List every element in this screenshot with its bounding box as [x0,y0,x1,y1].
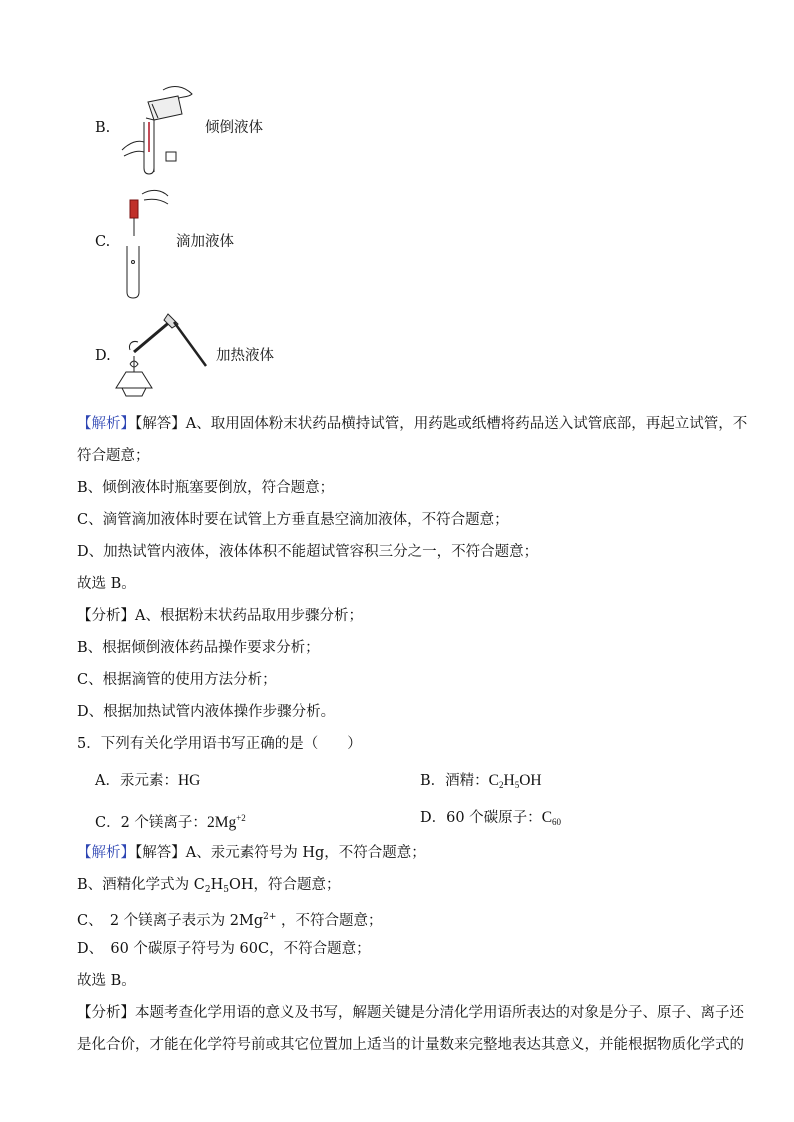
fenxi-tag-q5: 【分析】 [77,1005,135,1021]
q5-option-d-formula [542,809,561,826]
analysis-q5-line1 [77,843,426,863]
analysis-q4-line3: C、滴管滴加液体时要在试管上方垂直悬空滴加液体，不符合题意； [77,512,509,528]
option-d-caption: 加热液体 [216,348,274,364]
q5-option-c-formula [207,814,246,831]
q5-option-a-label: A．汞元素： [95,773,178,789]
fenxi-q5-text-a: 本题考查化学用语的意义及书写，解题关键是分清化学用语所表达的对象是分子、原子、离子还 [135,1005,744,1021]
analysis-q4-line1b: 符合题意； [77,448,150,464]
option-d-letter: D. [95,348,111,364]
q5-d-f: C [541,809,553,826]
a5-l3b: ，不符合题意； [276,913,383,929]
pouring-liquid-illustration [118,82,198,172]
q5-option-c [95,808,246,833]
q5-c-f: 2Mg [206,814,237,831]
jiexi-tag-q5: 【解析】 [77,845,135,861]
q5-d-sub: 60 [552,817,562,827]
fenxi-q4-line3: C、根据滴管的使用方法分析； [77,672,277,688]
q5-b-f1: C [488,772,499,789]
option-c-letter: C. [95,234,111,250]
q5-option-b-formula [489,772,542,789]
q5-b-f3: OH [519,772,542,789]
q5-option-c-label: C．2 个镁离子： [95,815,207,831]
option-b-letter: B. [95,120,111,136]
jieda-tag-q5: 【解答】 [135,845,186,861]
fenxi-tag: 【分析】 [77,608,135,624]
analysis-q5-line3 [77,907,383,931]
q5-c-sup: +2 [236,813,246,823]
a5-l2-s1: 2 [204,885,211,895]
analysis-q5-text-a: A、汞元素符号为 Hg，不符合题意； [185,845,426,861]
q5-option-d [420,808,561,832]
analysis-q5-line2 [77,875,341,900]
heating-liquid-illustration [112,306,212,402]
analysis-q4-line5: 故选 B。 [77,576,136,592]
q5-option-d-label: D．60 个碳原子： [420,810,542,826]
analysis-q4-line4: D、加热试管内液体，液体体积不能超试管容积三分之一，不符合题意； [77,544,539,560]
a5-l2a: B、酒精化学式为 C [77,877,205,893]
option-c-caption: 滴加液体 [176,234,234,250]
question5-stem: 5．下列有关化学用语书写正确的是（ ） [77,736,362,752]
q5-b-s1: 2 [499,780,504,790]
jiexi-tag: 【解析】 [77,416,135,432]
option-b-caption: 倾倒液体 [205,120,263,136]
a5-l2b: H [210,877,224,893]
a5-l3-sup: 2+ [263,912,277,922]
fenxi-q4-line2: B、根据倾倒液体药品操作要求分析； [77,640,320,656]
fenxi-q4-line1 [77,606,363,626]
q5-b-s2: 5 [514,780,520,790]
fenxi-q4-line4: D、根据加热试管内液体操作步骤分析。 [77,704,336,720]
q5-option-a-formula: HG [177,772,201,789]
a5-l2-s2: 5 [223,885,229,895]
jieda-tag: 【解答】 [135,416,186,432]
q5-option-a [95,771,200,791]
fenxi-q4-text-a: A、根据粉末状药品取用步骤分析； [135,608,363,624]
q5-b-f2: H [503,772,515,789]
dropping-liquid-illustration [122,188,172,300]
a5-l3a: C、 2 个镁离子表示为 2Mg [77,913,264,929]
analysis-q5-line5: 故选 B。 [77,973,136,989]
analysis-q4-line1 [77,414,747,434]
analysis-q4-text-a: A、取用固体粉末状药品横持试管，用药匙或纸槽将药品送入试管底部，再起立试管，不 [185,416,748,432]
q5-option-b [420,771,542,795]
fenxi-q5-line2: 是化合价，才能在化学符号前或其它位置加上适当的计量数来完整地表达其意义，并能根据物质化学式的 [77,1037,744,1053]
q5-option-b-label: B．酒精： [420,773,489,789]
a5-l2c: OH，符合题意； [228,877,341,893]
fenxi-q5-line1 [77,1003,744,1023]
analysis-q4-line2: B、倾倒液体时瓶塞要倒放，符合题意； [77,480,335,496]
analysis-q5-line4: D、 60 个碳原子符号为 60C，不符合题意； [77,941,371,957]
